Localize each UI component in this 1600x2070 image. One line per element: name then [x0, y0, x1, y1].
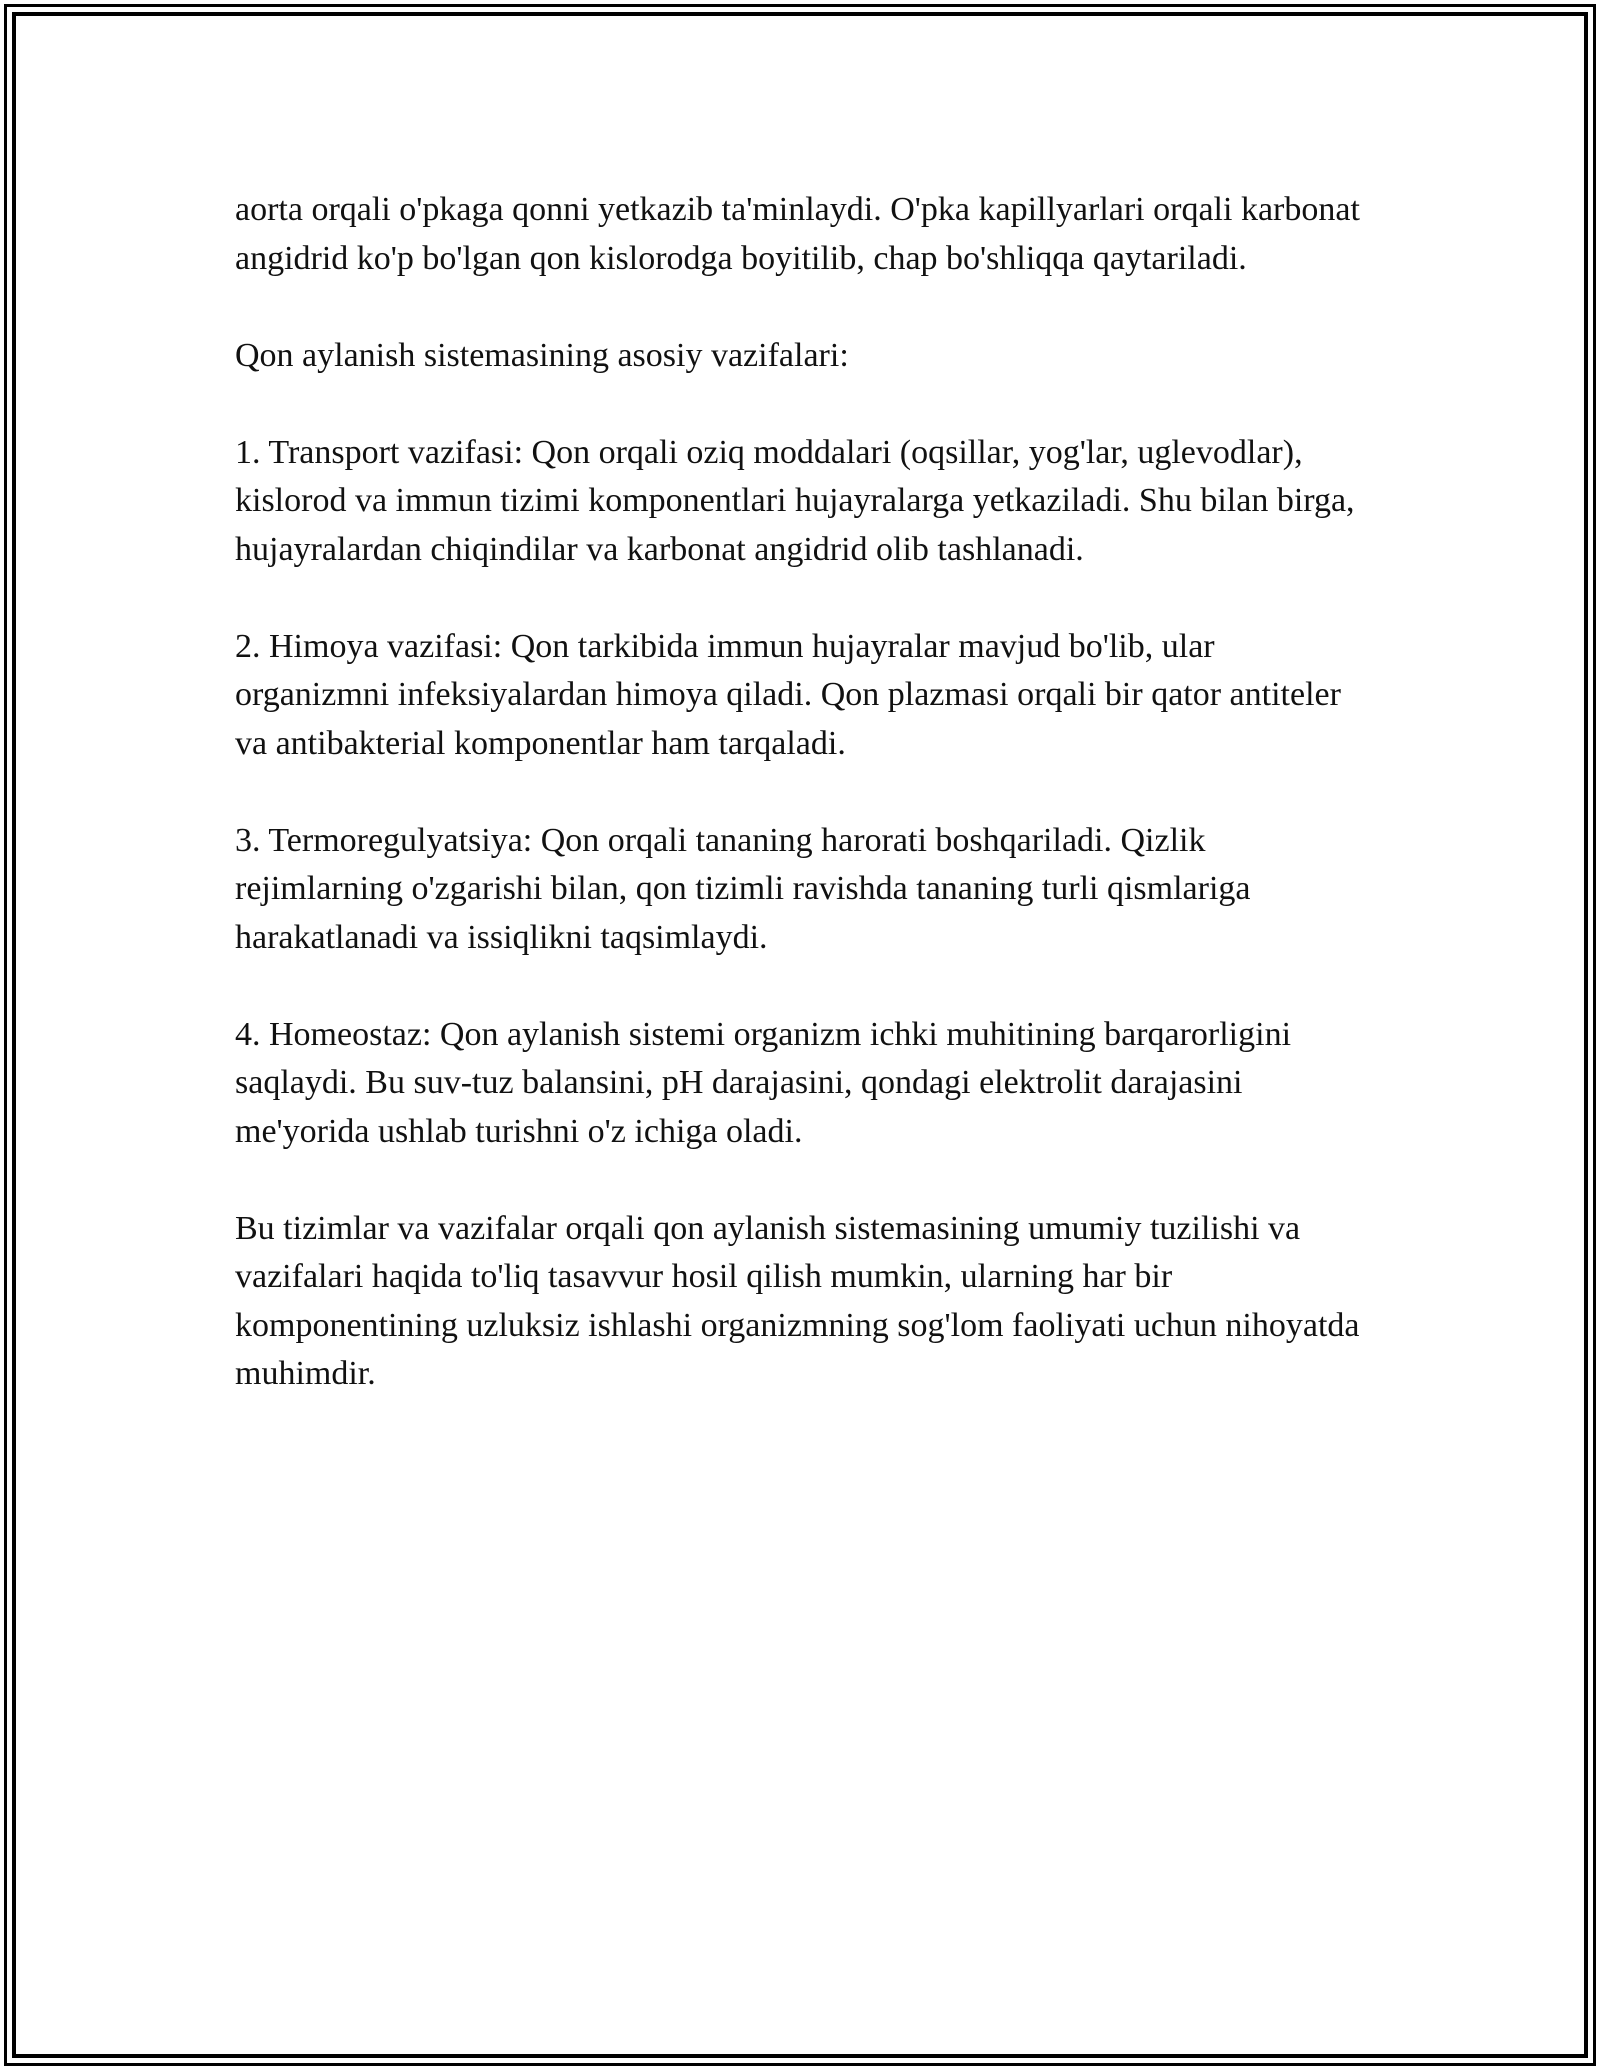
- paragraph-conclusion: Bu tizimlar va vazifalar orqali qon aylanish sistemasining umumiy tuzilishi va vazifalari haqida to'liq tasavvur hosil qilish mumkin, ularning har bir komponentining uzluksiz ishlashi organizmning sog'lom faoliyati uchun nihoyatda muhimdir.: [235, 1209, 1360, 1392]
- paragraph-functions-heading: Qon aylanish sistemasining asosiy vazifalari:: [235, 336, 849, 374]
- paragraph-protective-function: 2. Himoya vazifasi: Qon tarkibida immun hujayralar mavjud bo'lib, ular organizmni infeksiyalardan himoya qiladi. Qon plazmasi orqali bir qator antiteler va antibakterial komponentlar ham tarqaladi.: [235, 627, 1341, 762]
- paragraph-transport-function: 1. Transport vazifasi: Qon orqali oziq moddalari (oqsillar, yog'lar, uglevodlar), kislorod va immun tizimi komponentlari hujayralarga yetkaziladi. Shu bilan birga, hujayralardan chiqindilar va karbonat angidrid olib tashlanadi.: [235, 433, 1355, 568]
- document-body: [235, 186, 1375, 1399]
- paragraph-homeostasis: 4. Homeostaz: Qon aylanish sistemi organizm ichki muhitining barqarorligini saqlaydi. Bu suv-tuz balansini, pH darajasini, qondagi elektrolit darajasini me'yorida ushlab turishni o'z ichiga oladi.: [235, 1015, 1292, 1150]
- paragraph-aorta-continuation: aorta orqali o'pkaga qonni yetkazib ta'minlaydi. O'pka kapillyarlari orqali karbonat angidrid ko'p bo'lgan qon kislorodga boyitilib, chap bo'shliqqa qaytariladi.: [235, 191, 1360, 277]
- paragraph-thermoregulation: 3. Termoregulyatsiya: Qon orqali tananing harorati boshqariladi. Qizlik rejimlarning o'zgarishi bilan, qon tizimli ravishda tananing turli qismlariga harakatlanadi va issiqlikni taqsimlaydi.: [235, 821, 1251, 956]
